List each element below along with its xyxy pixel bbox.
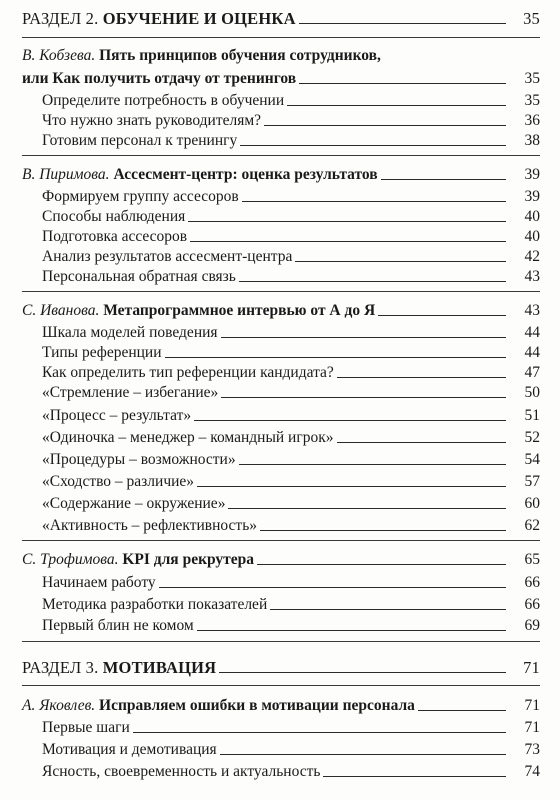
entry-text: Типы референции (42, 344, 162, 361)
section-title: ОБУЧЕНИЕ И ОЦЕНКА (102, 9, 296, 28)
entry-text: Как определить тип референции кандидата? (42, 364, 334, 381)
leader-line (239, 281, 506, 282)
page-number: 35 (524, 70, 540, 87)
page-number: 71 (524, 697, 540, 714)
page-number: 71 (523, 658, 540, 677)
leader-line (299, 23, 506, 24)
page-number: 44 (524, 344, 540, 361)
leader-line (221, 397, 506, 398)
divider (22, 685, 540, 686)
page-number: 74 (524, 763, 540, 780)
entry-text: Подготовка ассесоров (42, 228, 188, 245)
article-author: С. Трофимова. (22, 551, 119, 568)
page-number: 50 (524, 384, 540, 401)
section-title: МОТИВАЦИЯ (102, 658, 217, 677)
article-title: KPI для рекрутера (122, 551, 255, 568)
section-heading (22, 651, 560, 677)
entry-text: «Сходство – различие» (42, 473, 195, 490)
article-title: или Как получить отдачу от тренингов (22, 70, 297, 87)
page-number: 54 (524, 451, 540, 468)
entry-text: Первые шаги (42, 719, 130, 736)
entry-text: Что нужно знать руководителям? (42, 112, 262, 129)
page-number: 40 (524, 208, 540, 225)
leader-line (323, 776, 506, 777)
article-author: С. Иванова. (22, 302, 100, 319)
page-number: 40 (524, 228, 540, 245)
page-number: 65 (524, 551, 540, 568)
entry-text: «Стремление – избегание» (42, 384, 219, 401)
page-number: 62 (524, 517, 540, 534)
leader-line (219, 672, 506, 673)
divider (22, 641, 540, 642)
entry-text: Ясность, своевременность и актуальность (42, 763, 321, 780)
page-number: 39 (524, 188, 540, 205)
divider (22, 540, 540, 541)
leader-line (257, 564, 506, 565)
section-label: РАЗДЕЛ 2. (22, 9, 99, 28)
entry-text: Начинаем работу (42, 574, 156, 591)
entry-text: Методика разработки показателей (42, 596, 268, 613)
entry-text: «Процесс – результат» (42, 407, 192, 424)
toc-entry (42, 509, 560, 535)
leader-line (240, 145, 506, 146)
article-author: А. Яковлев. (22, 697, 96, 714)
page-number: 44 (524, 324, 540, 341)
page-number: 57 (524, 473, 540, 490)
entry-text: Анализ результатов ассесмент-центра (42, 248, 293, 265)
page-number: 51 (524, 407, 540, 424)
entry-text: Готовим персонал к тренингу (42, 132, 238, 149)
entry-text: Первый блин не комом (42, 617, 194, 634)
section-heading (22, 2, 560, 28)
article-title: Исправляем ошибки в мотивации персонала (99, 697, 415, 714)
article-title: Метапрограммное интервью от А до Я (103, 302, 376, 319)
toc-entry (42, 260, 560, 286)
article-title: Пять принципов обучения сотрудников, (99, 47, 381, 64)
page-number: 36 (524, 112, 540, 129)
page-number: 39 (524, 166, 540, 183)
page-number: 35 (524, 92, 540, 109)
page-number: 73 (524, 741, 540, 758)
entry-text: Мотивация и демотивация (42, 741, 217, 758)
entry-text: «Содержание – окружение» (42, 495, 226, 512)
page-number: 43 (524, 302, 540, 319)
page-number: 71 (524, 719, 540, 736)
page-number: 43 (524, 268, 540, 285)
leader-line (260, 530, 506, 531)
entry-text: «Одиночка – менеджер – командный игрок» (42, 429, 334, 446)
toc-entry (42, 124, 560, 150)
divider (22, 291, 540, 292)
entry-text: Формируем группу ассесоров (42, 188, 239, 205)
article-author: В. Кобзева. (22, 47, 96, 64)
leader-line (197, 630, 506, 631)
entry-text: «Активность – рефлективность» (42, 517, 258, 534)
section-label: РАЗДЕЛ 3. (22, 658, 99, 677)
toc-entry (42, 755, 560, 781)
article-title: Ассесмент-центр: оценка результатов (113, 166, 378, 183)
divider (22, 155, 540, 156)
page-number: 38 (524, 132, 540, 149)
page-number: 69 (524, 617, 540, 634)
article-author: В. Пиримова. (22, 166, 110, 183)
page-number: 60 (524, 495, 540, 512)
page-number: 66 (524, 574, 540, 591)
entry-text: Персональная обратная связь (42, 268, 236, 285)
toc-entry (42, 609, 560, 635)
page-number: 42 (524, 248, 540, 265)
entry-text: Способы наблюдения (42, 208, 186, 225)
page-number: 35 (523, 9, 540, 28)
page-number: 66 (524, 596, 540, 613)
page-number: 52 (524, 429, 540, 446)
divider (22, 37, 540, 38)
entry-text: Шкала моделей поведения (42, 324, 218, 341)
page-number: 47 (524, 364, 540, 381)
entry-text: «Процедуры – возможности» (42, 451, 236, 468)
entry-text: Определите потребность в обучении (42, 92, 285, 109)
